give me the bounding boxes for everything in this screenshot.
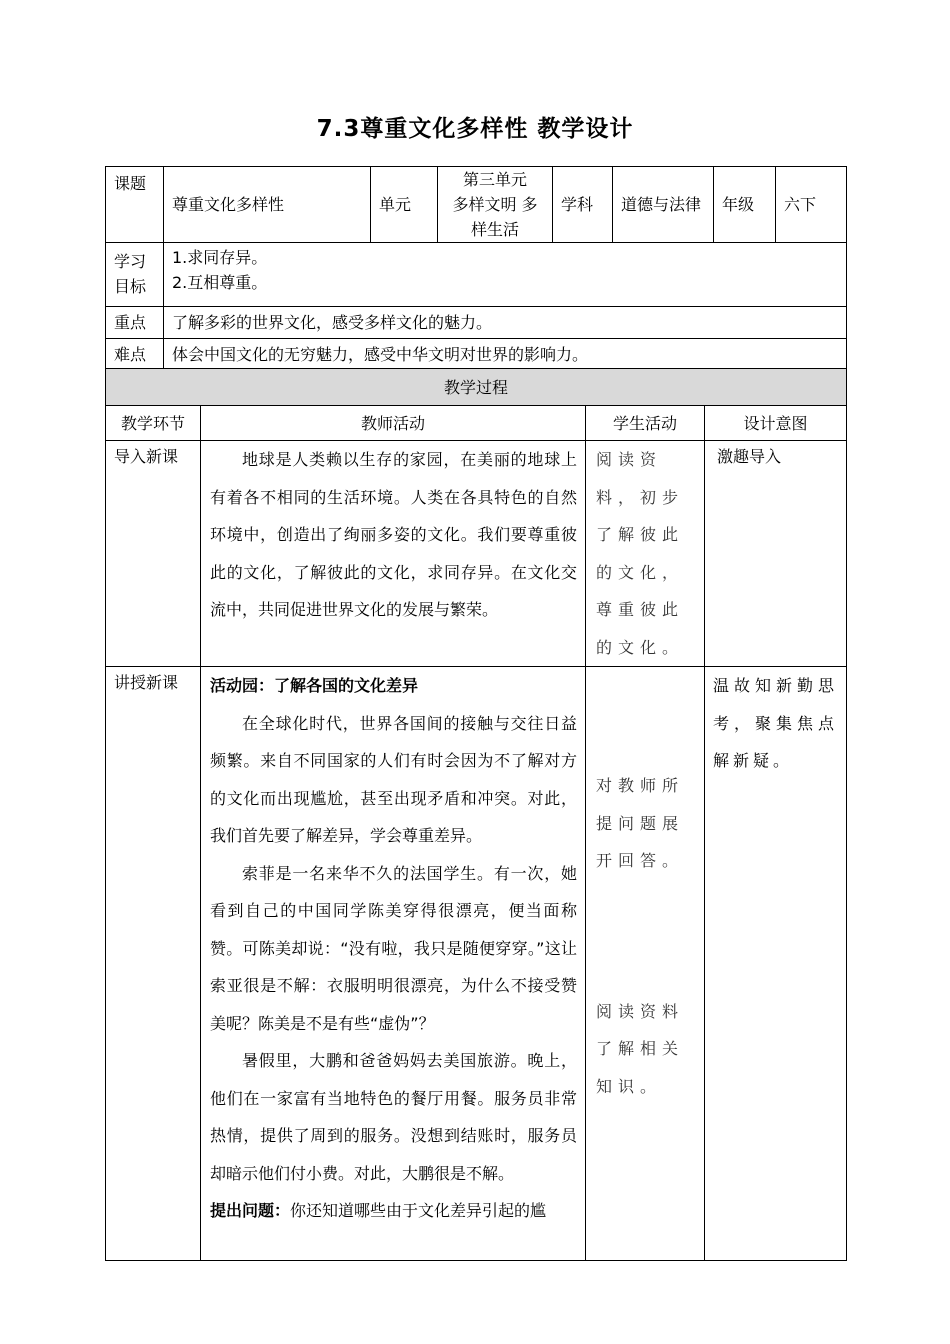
goal-item: 1.求同存异。	[172, 248, 268, 267]
goal-item: 2.互相尊重。	[172, 273, 268, 292]
topic-value: 尊重文化多样性	[164, 167, 371, 243]
difficulty-value: 体会中国文化的无穷魅力，感受中华文明对世界的影响力。	[164, 339, 847, 370]
grade-value: 六下	[776, 167, 847, 243]
info-table	[105, 166, 847, 370]
unit-line-2: 多样文明 多	[452, 195, 538, 214]
teacher-intro-text: 地球是人类赖以生存的家园，在美丽的地球上有着各不相同的生活环境。人类在各具特色的自然环境中，创造出了绚丽多姿的文化。我们要尊重彼此的文化，了解彼此的文化，求同存异。在文化交流中，共同促进世界文化的发展与繁荣。	[210, 450, 577, 619]
student-teach	[586, 667, 705, 1261]
goals-value	[164, 243, 847, 307]
teacher-teach	[201, 667, 586, 1261]
student-response-2: 阅读资料了解相关知识。	[596, 1001, 685, 1096]
activity-title: 活动园：了解各国的文化差异	[210, 676, 419, 695]
unit-line-3: 样生活	[470, 220, 519, 239]
question-label: 提出问题：	[210, 1201, 291, 1220]
header-design: 设计意图	[705, 406, 847, 441]
teacher-intro	[201, 441, 586, 667]
process-table	[105, 368, 847, 1261]
header-student: 学生活动	[586, 406, 705, 441]
header-teacher: 教师活动	[201, 406, 586, 441]
question-text: 你还知道哪些由于文化差异引起的尴	[290, 1201, 547, 1220]
goals-label-line-2: 目标	[114, 277, 147, 296]
grade-label: 年级	[714, 167, 776, 243]
unit-label: 单元	[371, 167, 438, 243]
goals-label	[106, 243, 164, 307]
unit-value	[438, 167, 553, 243]
subject-value: 道德与法律	[613, 167, 714, 243]
stage-teach: 讲授新课	[106, 667, 201, 1261]
teacher-paragraph: 暑假里，大鹏和爸爸妈妈去美国旅游。晚上，他们在一家富有当地特色的餐厅用餐。服务员非常热情，提供了周到的服务。没想到结账时，服务员却暗示他们付小费。对此，大鹏很是不解。	[210, 1051, 577, 1183]
design-teach: 温故知新勤思考，聚集焦点解新疑。	[705, 667, 847, 1261]
page-title: 7.3尊重文化多样性 教学设计	[316, 116, 634, 142]
subject-label: 学科	[553, 167, 613, 243]
question-line	[210, 1192, 577, 1230]
student-response-1: 对教师所提问题展开回答。	[596, 776, 685, 870]
teacher-paragraph: 索菲是一名来华不久的法国学生。有一次，她看到自己的中国同学陈美穿得很漂亮，便当面称赞。可陈美却说：“没有啦，我只是随便穿穿。”这让索亚很是不解：衣服明明很漂亮，为什么不接受赞美呢？陈美是不是有些“虚伪”？	[210, 863, 577, 1033]
topic-label: 课题	[106, 167, 164, 243]
process-band: 教学过程	[106, 369, 847, 406]
focus-value: 了解多彩的世界文化，感受多样文化的魅力。	[164, 307, 847, 339]
teacher-paragraph: 在全球化时代，世界各国间的接触与交往日益频繁。来自不同国家的人们有时会因为不了解对方的文化而出现尴尬，甚至出现矛盾和冲突。对此，我们首先要了解差异，学会尊重差异。	[210, 713, 577, 845]
unit-line-1: 第三单元	[462, 170, 527, 189]
design-intro: 激趣导入	[705, 441, 847, 667]
goals-label-line-1: 学习	[114, 252, 147, 271]
difficulty-label: 难点	[106, 339, 164, 370]
student-intro: 阅读资料，初步了解彼此的文化，尊重彼此的文化。	[586, 441, 705, 667]
stage-intro: 导入新课	[106, 441, 201, 667]
focus-label: 重点	[106, 307, 164, 339]
header-stage: 教学环节	[106, 406, 201, 441]
